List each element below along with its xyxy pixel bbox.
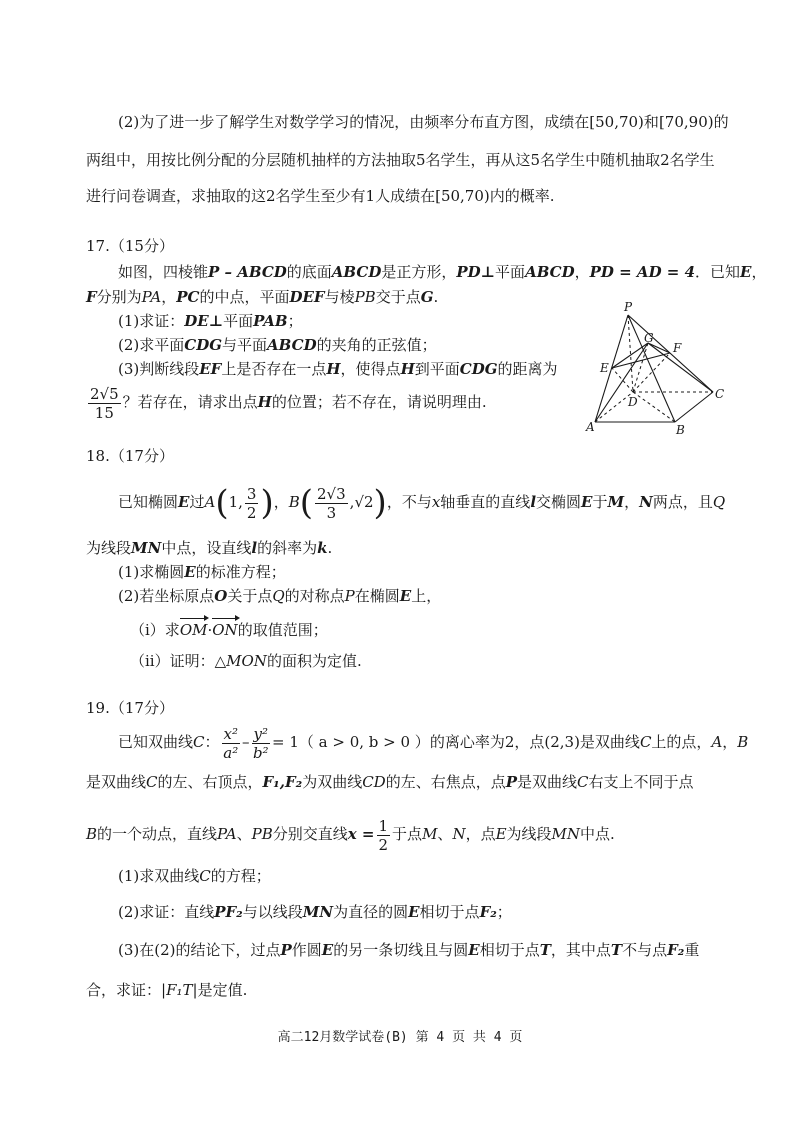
page-footer: 高二12月数学试卷(B) 第 4 页 共 4 页 <box>277 1030 523 1045</box>
q19-line3: B的一个动点，直线PA、PB分别交直线x = $\frac{1}{2}$ 于点M、N，点E为线段MN中点. <box>86 816 615 854</box>
q17-part2: (2)求平面CDG与平面ABCD的夹角的正弦值； <box>118 336 437 354</box>
interval: [50,70) <box>435 187 490 205</box>
q19-part2: (2)求证：直线PF₂与以线段MN为直径的圆E相切于点F₂； <box>118 903 512 921</box>
label-B: B <box>676 423 685 437</box>
q19-heading: 19.（17分） <box>86 699 174 717</box>
q18-sub1: （i）求OM·ON的取值范围； <box>130 621 328 639</box>
fraction: $\frac{2√3}{3}$ <box>317 484 346 522</box>
interval: [70,90) <box>658 113 714 131</box>
label-E: E <box>600 361 609 375</box>
q17-part1: (1)求证：DE⊥平面PAB； <box>118 312 303 330</box>
q18-line1: 已知椭圆E过A(1, $\frac{3}{2}$ )，B( $\frac{2√3}{3}$ ,√2)，不与x轴垂直的直线l交椭圆E于M，N两点，且Q <box>118 483 726 523</box>
fraction: $\frac{1}{2}$ <box>378 816 389 854</box>
q17-line2: F分别为PA，PC的中点，平面DEF与棱PB交于点G. <box>86 288 439 306</box>
q16-part2-line1: (2)为了进一步了解学生对数学学习的情况，由频率分布直方图，成绩在[50,70)和[70,90)的 <box>118 113 729 131</box>
edge-DE <box>612 368 633 392</box>
q18-part1: (1)求椭圆E的标准方程； <box>118 563 286 581</box>
q18-sub2: （ii）证明：△MON的面积为定值. <box>130 652 362 670</box>
label-G: G <box>644 331 654 345</box>
edge-GA <box>595 343 648 422</box>
fraction: $\frac{2√5}{15}$ <box>90 384 119 422</box>
q17-line1: 如图，四棱锥P – ABCD的底面ABCD是正方形，PD⊥平面ABCD，PD = AD = 4．已知E， <box>118 263 767 281</box>
q18-heading: 18.（17分） <box>86 447 174 465</box>
interval: [50,70) <box>589 113 644 131</box>
edge-BC <box>675 392 713 422</box>
q19-part3-cont: 合，求证：|F₁T|是定值. <box>86 981 248 999</box>
q17-part3: (3)判断线段EF上是否存在一点H，使得点H到平面CDG的距离为 <box>118 360 558 378</box>
pyramid-figure <box>580 300 730 440</box>
label-P: P <box>624 300 633 314</box>
q18-line2: 为线段MN中点，设直线l的斜率为k. <box>86 539 333 557</box>
fraction: $\frac{3}{2}$ <box>246 484 257 522</box>
q18-part2: (2)若坐标原点O关于点Q的对称点P在椭圆E上， <box>118 587 442 605</box>
q16-part2-line3: 进行问卷调查，求抽取的这2名学生至少有1人成绩在[50,70)内的概率. <box>86 187 555 205</box>
label-A: A <box>586 420 595 434</box>
edge-DG <box>633 343 648 392</box>
q17-heading: 17.（15分） <box>86 237 174 255</box>
fraction: $\frac{\text{y²}}{\text{b²}}$ <box>252 724 269 762</box>
q16-part2-line2: 两组中，用按比例分配的分层随机抽样的方法抽取5名学生，再从这5名学生中随机抽取2名学生 <box>86 151 715 169</box>
label-C: C <box>715 387 725 401</box>
q19-part3: (3)在(2)的结论下，过点P作圆E的另一条切线且与圆E相切于点T，其中点T不与点F₂重 <box>118 941 700 959</box>
q19-part1: (1)求双曲线C的方程； <box>118 867 271 885</box>
label-F: F <box>673 341 682 355</box>
vector-on: ON <box>212 621 238 639</box>
q19-line2: 是双曲线C的左、右顶点，F₁,F₂为双曲线CD的左、右焦点，点P是双曲线C右支上不同于点 <box>86 773 694 791</box>
fraction: $\frac{\text{x²}}{\text{a²}}$ <box>223 724 239 762</box>
q19-line1: 已知双曲线C： $\frac{\text{x²}}{\text{a²}}$ – $\frac{\text{y²}}{\text{b²}}$ = 1（ a > 0, b > 0 ）的离心率为2，点(2,3)是双曲线C上的点，A，B <box>118 724 749 762</box>
q17-part3-cont: $\frac{2√5}{15}$ ？若存在，请求出点H的位置；若不存在，请说明理由. <box>90 384 487 422</box>
edge-EF <box>612 353 670 368</box>
label-D: D <box>628 395 638 409</box>
vector-om: OM <box>179 621 208 639</box>
